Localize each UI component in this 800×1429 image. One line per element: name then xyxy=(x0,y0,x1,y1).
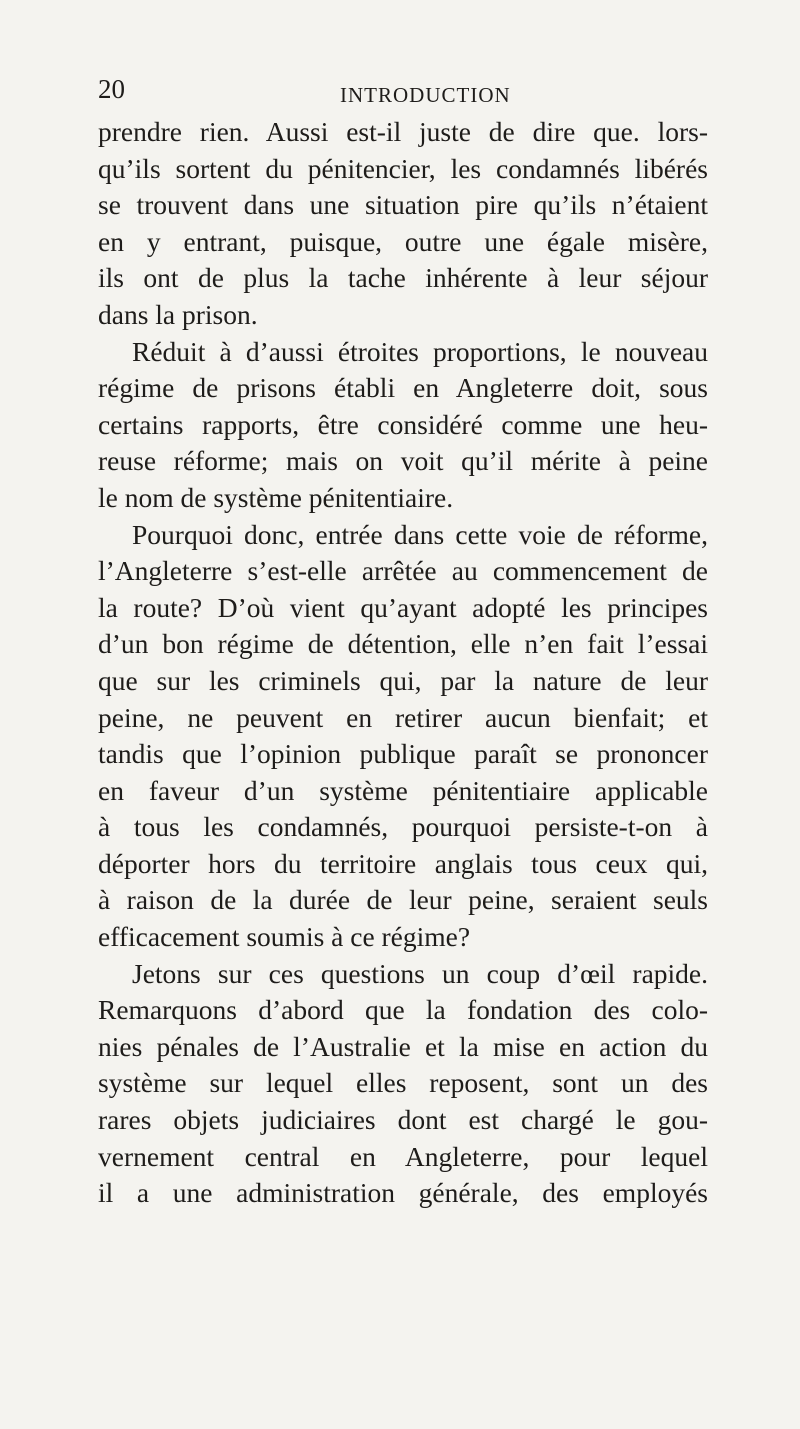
text-line: l’Angleterre s’est-elle arrêtée au commencement de xyxy=(98,555,708,587)
text-line: dans la prison. xyxy=(98,298,258,330)
text-line: nies pénales de l’Australie et la mise en action du xyxy=(98,1030,708,1062)
text-line: ils ont de plus la tache inhérente à leur séjour xyxy=(98,262,708,294)
text-line: prendre rien. Aussi est-il juste de dire que. lors- xyxy=(98,116,708,147)
text-line: Pourquoi donc, entrée dans cette voie de réforme, xyxy=(132,518,708,550)
text-line: efficacement soumis à ce régime? xyxy=(98,921,471,953)
page-number: 20 xyxy=(98,74,125,104)
text-line: à raison de la durée de leur peine, seraient seuls xyxy=(98,884,708,916)
text-line: déporter hors du territoire anglais tous ceux qui, xyxy=(98,847,708,879)
text-line: tandis que l’opinion publique paraît se prononcer xyxy=(98,738,708,770)
text-line: que sur les criminels qui, par la nature de leur xyxy=(98,664,708,696)
text-line: le nom de système pénitentiaire. xyxy=(98,481,454,513)
text-line: en y entrant, puisque, outre une égale misère, xyxy=(98,225,708,257)
text-line: système sur lequel elles reposent, sont un des xyxy=(98,1067,708,1099)
text-line: rares objets judiciaires dont est chargé le gou- xyxy=(98,1104,708,1136)
text-line: Jetons sur ces questions un coup d’œil rapide. xyxy=(132,957,708,989)
text-line: certains rapports, être considéré comme une heu- xyxy=(98,408,708,440)
text-line: il a une administration générale, des employés xyxy=(98,1177,708,1209)
text-line: qu’ils sortent du pénitencier, les condamnés libérés xyxy=(98,152,708,184)
text-line: la route? D’où vient qu’ayant adopté les principes xyxy=(98,591,708,623)
body-text xyxy=(98,114,708,1212)
text-line: à tous les condamnés, pourquoi persiste-t-on à xyxy=(98,811,708,843)
text-line: vernement central en Angleterre, pour lequel xyxy=(98,1140,708,1172)
text-line: Réduit à d’aussi étroites proportions, le nouveau xyxy=(132,335,708,367)
running-title: INTRODUCTION xyxy=(340,83,511,107)
text-line: d’un bon régime de détention, elle n’en fait l’essai xyxy=(98,628,708,660)
text-line: régime de prisons établi en Angleterre doit, sous xyxy=(98,372,708,404)
text-line: reuse réforme; mais on voit qu’il mérite à peine xyxy=(98,445,708,477)
text-line: en faveur d’un système pénitentiaire applicable xyxy=(98,774,708,806)
text-line: Remarquons d’abord que la fondation des colo- xyxy=(98,994,708,1026)
text-line: peine, ne peuvent en retirer aucun bienfait; et xyxy=(98,701,708,733)
text-line: se trouvent dans une situation pire qu’ils n’étaient xyxy=(98,189,708,221)
